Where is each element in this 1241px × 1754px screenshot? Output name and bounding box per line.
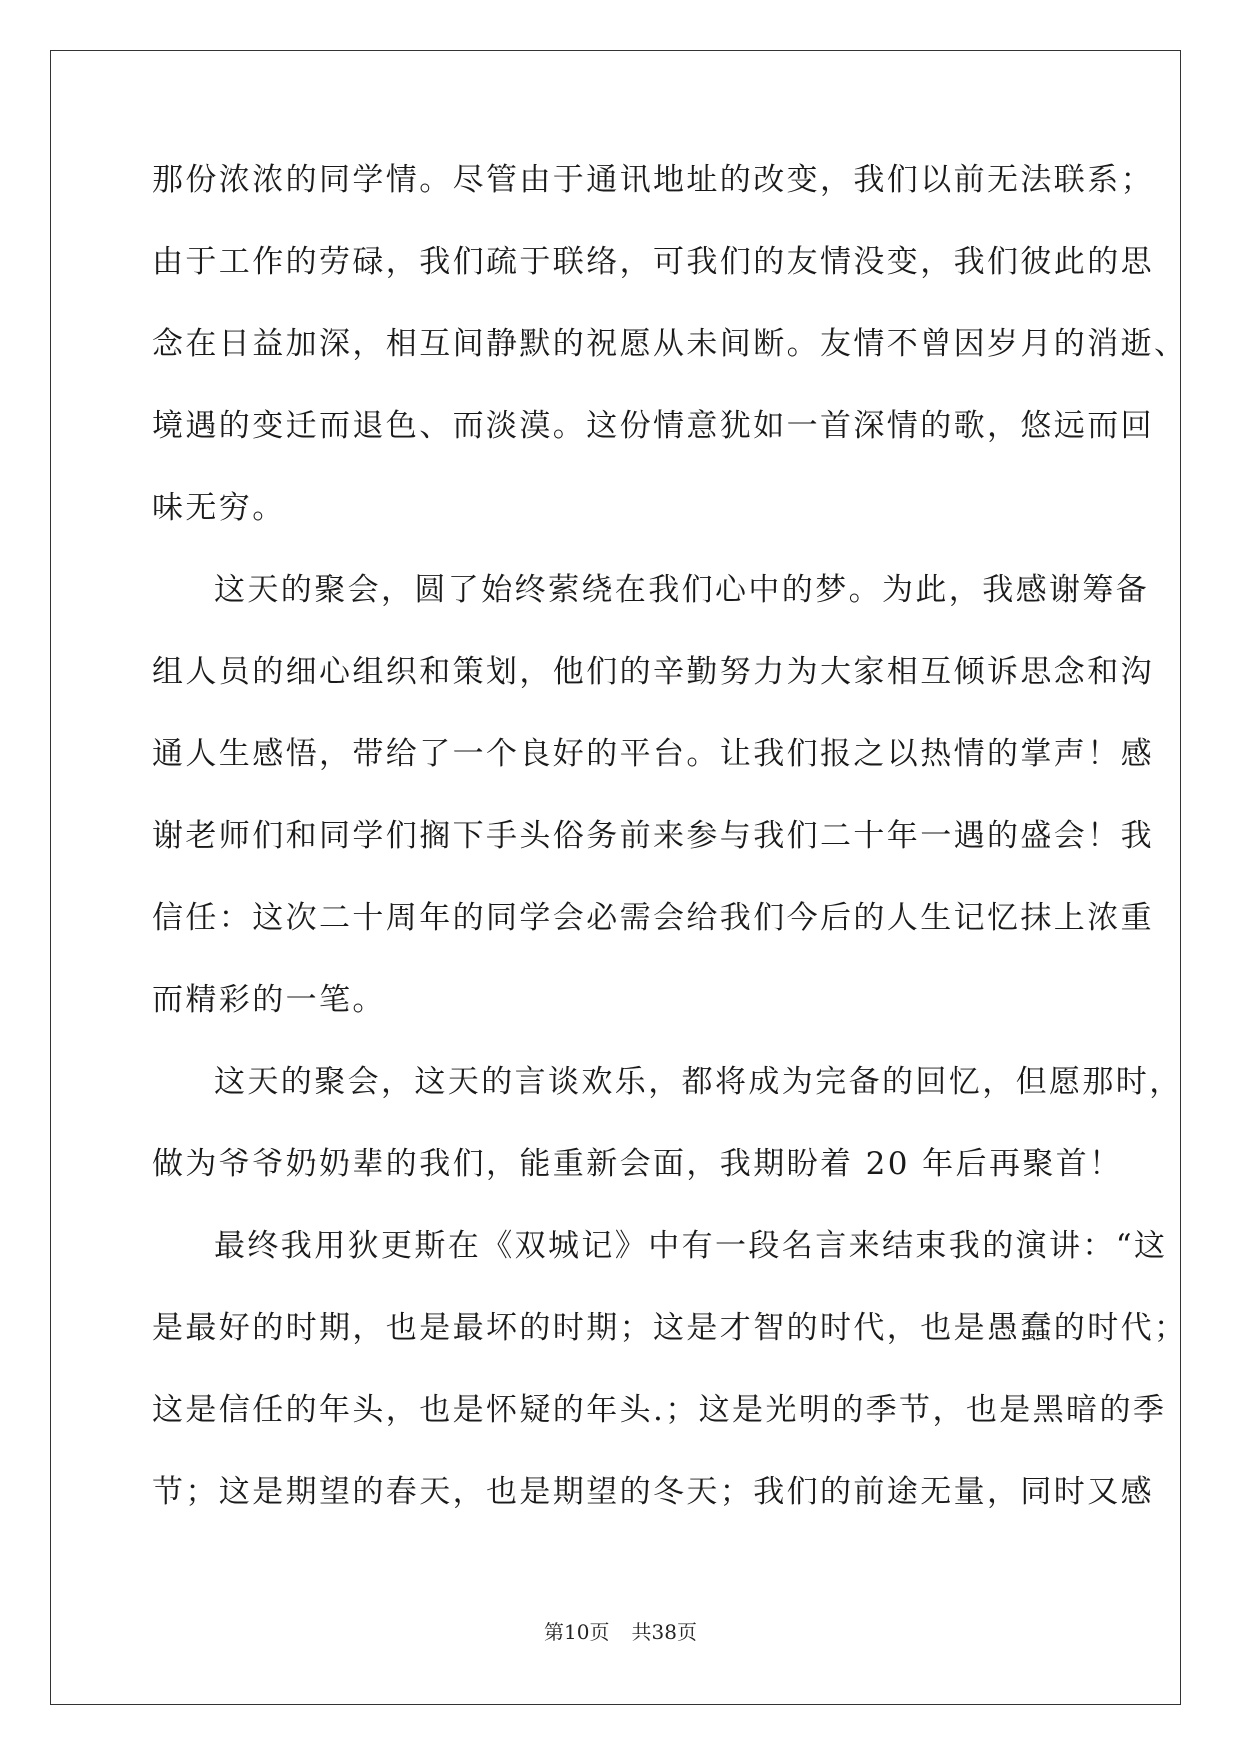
text-line: 是最好的时期，也是最坏的时期；这是才智的时代，也是愚蠢的时代； — [152, 1310, 1188, 1346]
page-number: 第10页 — [544, 1620, 610, 1644]
text-line: 而精彩的一笔。 — [152, 982, 386, 1018]
text-line: 这天的聚会，这天的言谈欢乐，都将成为完备的回忆，但愿那时， — [214, 1064, 1183, 1100]
page-total: 共38页 — [631, 1620, 697, 1644]
text-line: 念在日益加深，相互间静默的祝愿从未间断。友情不曾因岁月的消逝、 — [152, 326, 1188, 362]
text-line: 最终我用狄更斯在《双城记》中有一段名言来结束我的演讲：“这 — [214, 1228, 1168, 1264]
page-footer — [0, 1618, 1241, 1646]
text-line: 谢老师们和同学们搁下手头俗务前来参与我们二十年一遇的盛会！我 — [152, 818, 1154, 854]
text-line: 通人生感悟，带给了一个良好的平台。让我们报之以热情的掌声！感 — [152, 736, 1154, 772]
text-line: 这天的聚会，圆了始终萦绕在我们心中的梦。为此，我感谢筹备 — [214, 572, 1150, 608]
text-line: 境遇的变迁而退色、而淡漠。这份情意犹如一首深情的歌，悠远而回 — [152, 408, 1154, 444]
text-line: 味无穷。 — [152, 490, 286, 526]
text-line: 节；这是期望的春天，也是期望的冬天；我们的前途无量，同时又感 — [152, 1474, 1154, 1510]
text-line: 组人员的细心组织和策划，他们的辛勤努力为大家相互倾诉思念和沟 — [152, 654, 1154, 690]
text-line: 这是信任的年头，也是怀疑的年头.；这是光明的季节，也是黑暗的季 — [152, 1392, 1167, 1428]
text-line: 做为爷爷奶奶辈的我们，能重新会面，我期盼着 20 年后再聚首！ — [152, 1146, 1123, 1182]
text-line: 那份浓浓的同学情。尽管由于通讯地址的改变，我们以前无法联系； — [152, 162, 1154, 198]
page-border — [50, 50, 1181, 1705]
text-line: 信任：这次二十周年的同学会必需会给我们今后的人生记忆抹上浓重 — [152, 900, 1154, 936]
text-line: 由于工作的劳碌，我们疏于联络，可我们的友情没变，我们彼此的思 — [152, 244, 1154, 280]
